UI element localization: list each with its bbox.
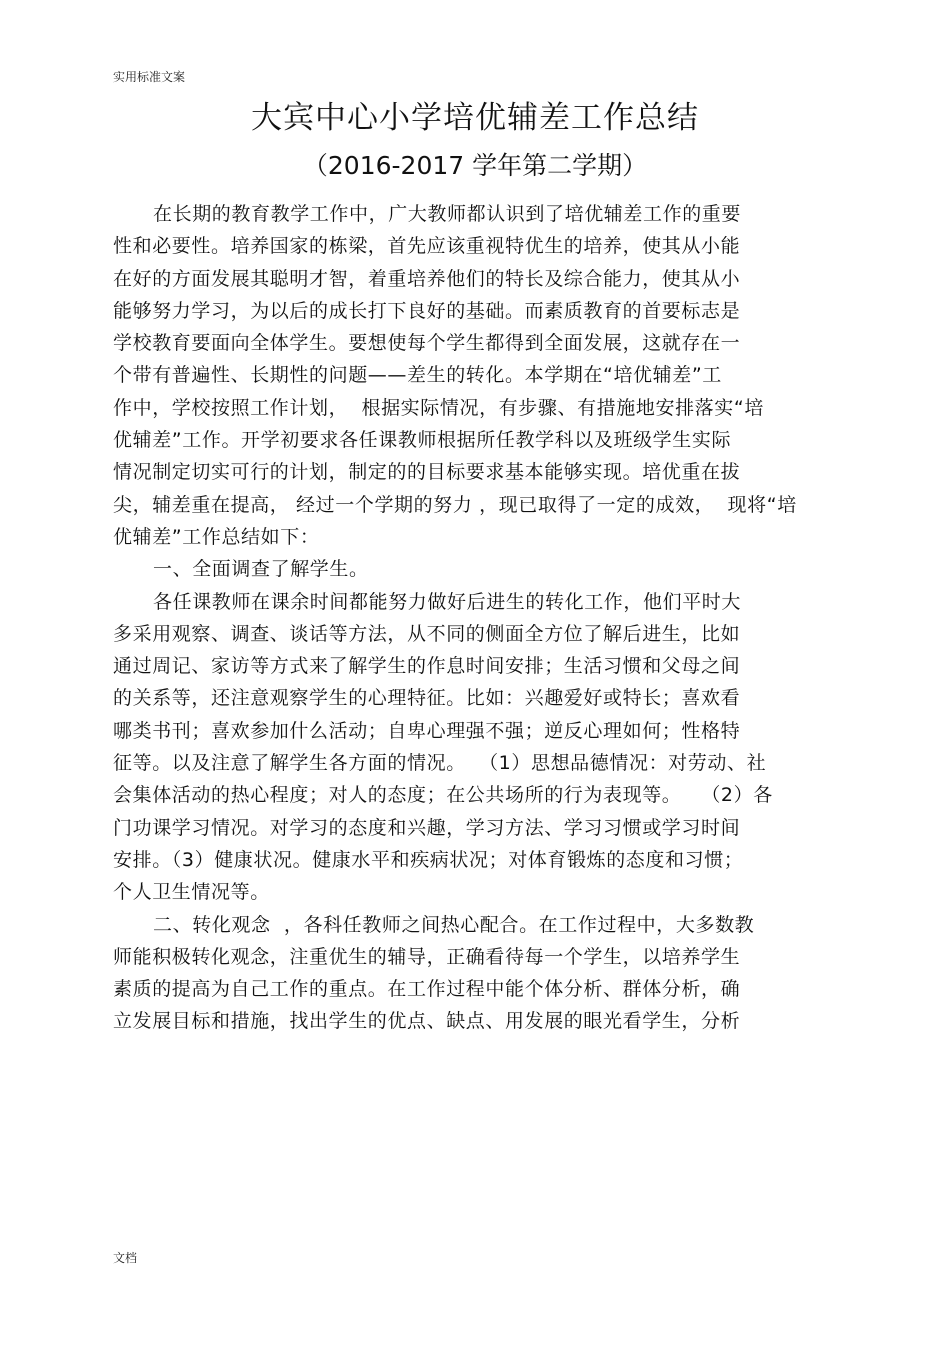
body-line: 在好的方面发展其聪明才智，着重培养他们的特长及综合能力，使其从小 [113, 267, 741, 290]
body-line: 二、转化观念 ，各科任教师之间热心配合。在工作过程中，大多数教 [153, 913, 755, 936]
body-line: 会集体活动的热心程度；对人的态度；在公共场所的行为表现等。 （2）各 [113, 784, 773, 807]
body-line: 多采用观察、调查、谈话等方法，从不同的侧面全方位了解后进生，比如 [113, 622, 741, 645]
body-line: 各任课教师在课余时间都能努力做好后进生的转化工作，他们平时大 [153, 590, 742, 613]
body-line: 在长期的教育教学工作中，广大教师都认识到了培优辅差工作的重要 [153, 203, 742, 225]
body-line: 作中，学校按照工作计划， 根据实际情况，有步骤、有措施地安排落实“培 [113, 396, 764, 419]
body-line: 安排。（3）健康状况。健康水平和疾病状况；对体育锻炼的态度和习惯； [113, 848, 744, 871]
body-line: 师能积极转化观念，注重优生的辅导，正确看待每一个学生，以培养学生 [113, 945, 741, 968]
body-line: 学校教育要面向全体学生。要想使每个学生都得到全面发展，这就存在一 [113, 332, 741, 355]
body-line: 哪类书刊；喜欢参加什么活动；自卑心理强不强；逆反心理如何；性格特 [113, 719, 741, 742]
body-line: 优辅差”工作总结如下： [113, 525, 320, 548]
body-line: 的关系等，还注意观察学生的心理特征。比如：兴趣爱好或特长；喜欢看 [113, 687, 741, 710]
body-line: 立发展目标和措施，找出学生的优点、缺点、用发展的眼光看学生，分析 [113, 1010, 741, 1033]
page-footer-label: 文档 [113, 1251, 138, 1265]
body-line: 尖，辅差重在提高， 经过一个学期的努力 ，现已取得了一定的成效， 现将“培 [113, 493, 797, 516]
body-line: 性和必要性。培养国家的栋梁，首先应该重视特优生的培养，使其从小能 [113, 235, 741, 258]
page-header-label: 实用标准文案 [113, 70, 186, 84]
body-line: 个带有普遍性、长期性的问题——差生的转化。本学期在“培优辅差”工 [113, 364, 722, 387]
body-line: 一、全面调查了解学生。 [153, 558, 369, 581]
document-title: 大宾中心小学培优辅差工作总结 [251, 100, 699, 136]
body-line: 能够努力学习，为以后的成长打下良好的基础。而素质教育的首要标志是 [113, 299, 741, 322]
document-body [113, 198, 843, 1038]
document-subtitle: （2016-2017 学年第二学期） [302, 151, 648, 180]
body-line: 情况制定切实可行的计划，制定的的目标要求基本能够实现。培优重在拔 [113, 461, 741, 484]
body-line: 征等。以及注意了解学生各方面的情况。 （1）思想品德情况：对劳动、社 [113, 752, 767, 775]
body-line: 门功课学习情况。对学习的态度和兴趣，学习方法、学习习惯或学习时间 [113, 816, 741, 839]
body-line: 通过周记、家访等方式来了解学生的作息时间安排；生活习惯和父母之间 [113, 655, 741, 678]
body-line: 素质的提高为自己工作的重点。在工作过程中能个体分析、群体分析，确 [113, 978, 741, 1001]
body-line: 个人卫生情况等。 [113, 881, 270, 904]
body-line: 优辅差”工作。开学初要求各任课教师根据所任教学科以及班级学生实际 [113, 429, 732, 452]
